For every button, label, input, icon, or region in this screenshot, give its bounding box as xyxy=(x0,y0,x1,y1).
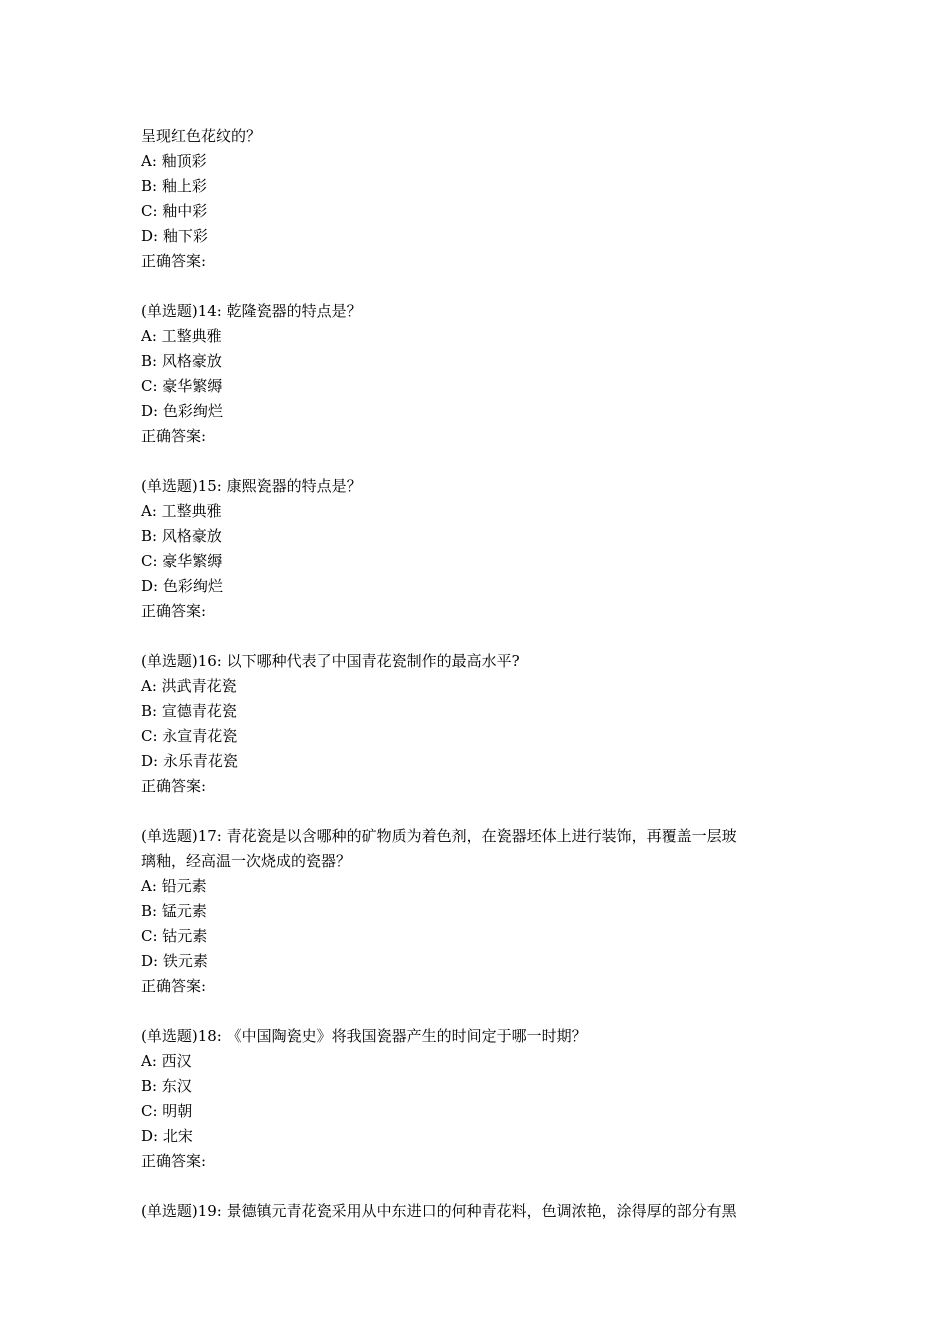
question-17 xyxy=(141,824,821,999)
question-19 xyxy=(141,1199,821,1224)
question-stem: (单选题)19: 景德镇元青花瓷采用从中东进口的何种青花料，色调浓艳，涂得厚的部分有黑 xyxy=(141,1202,737,1220)
option-d: D: 色彩绚烂 xyxy=(141,577,223,595)
spacer xyxy=(141,449,821,474)
option-b: B: 锰元素 xyxy=(141,902,207,920)
option-c: C: 永宣青花瓷 xyxy=(141,727,238,745)
option-b: B: 宣德青花瓷 xyxy=(141,702,237,720)
option-b: B: 釉上彩 xyxy=(141,177,207,195)
option-d: D: 北宋 xyxy=(141,1127,193,1145)
question-stem: (单选题)14: 乾隆瓷器的特点是？ xyxy=(141,302,362,320)
option-d: D: 釉下彩 xyxy=(141,227,208,245)
option-d: D: 铁元素 xyxy=(141,952,208,970)
question-stem: (单选题)16: 以下哪种代表了中国青花瓷制作的最高水平? xyxy=(141,652,520,670)
option-a: A: 洪武青花瓷 xyxy=(141,677,237,695)
option-c: C: 豪华繁缛 xyxy=(141,377,223,395)
answer-label: 正确答案: xyxy=(141,977,207,995)
answer-label: 正确答案: xyxy=(141,777,207,795)
question-stem: (单选题)15: 康熙瓷器的特点是？ xyxy=(141,477,362,495)
option-b: B: 风格豪放 xyxy=(141,352,222,370)
answer-label: 正确答案: xyxy=(141,427,207,445)
spacer xyxy=(141,999,821,1024)
spacer xyxy=(141,274,821,299)
answer-label: 正确答案: xyxy=(141,602,207,620)
option-b: B: 东汉 xyxy=(141,1077,192,1095)
option-c: C: 豪华繁缛 xyxy=(141,552,223,570)
question-16 xyxy=(141,649,821,799)
spacer xyxy=(141,799,821,824)
spacer xyxy=(141,624,821,649)
question-stem: 呈现红色花纹的？ xyxy=(141,127,262,145)
question-15 xyxy=(141,474,821,624)
answer-label: 正确答案: xyxy=(141,252,207,270)
option-c: C: 明朝 xyxy=(141,1102,193,1120)
option-d: D: 永乐青花瓷 xyxy=(141,752,238,770)
option-b: B: 风格豪放 xyxy=(141,527,222,545)
option-c: C: 釉中彩 xyxy=(141,202,208,220)
option-a: A: 西汉 xyxy=(141,1052,192,1070)
option-a: A: 铅元素 xyxy=(141,877,207,895)
answer-label: 正确答案: xyxy=(141,1152,207,1170)
question-18 xyxy=(141,1024,821,1174)
question-13 xyxy=(141,124,821,274)
document-page xyxy=(141,124,821,1224)
question-stem-continued: 璃釉，经高温一次烧成的瓷器？ xyxy=(141,852,352,870)
option-a: A: 釉顶彩 xyxy=(141,152,207,170)
spacer xyxy=(141,1174,821,1199)
option-a: A: 工整典雅 xyxy=(141,327,222,345)
option-a: A: 工整典雅 xyxy=(141,502,222,520)
question-stem: (单选题)17: 青花瓷是以含哪种的矿物质为着色剂，在瓷器坯体上进行装饰，再覆盖一层玻 xyxy=(141,827,737,845)
option-d: D: 色彩绚烂 xyxy=(141,402,223,420)
question-stem: (单选题)18: 《中国陶瓷史》将我国瓷器产生的时间定于哪一时期？ xyxy=(141,1027,587,1045)
question-14 xyxy=(141,299,821,449)
option-c: C: 钴元素 xyxy=(141,927,208,945)
